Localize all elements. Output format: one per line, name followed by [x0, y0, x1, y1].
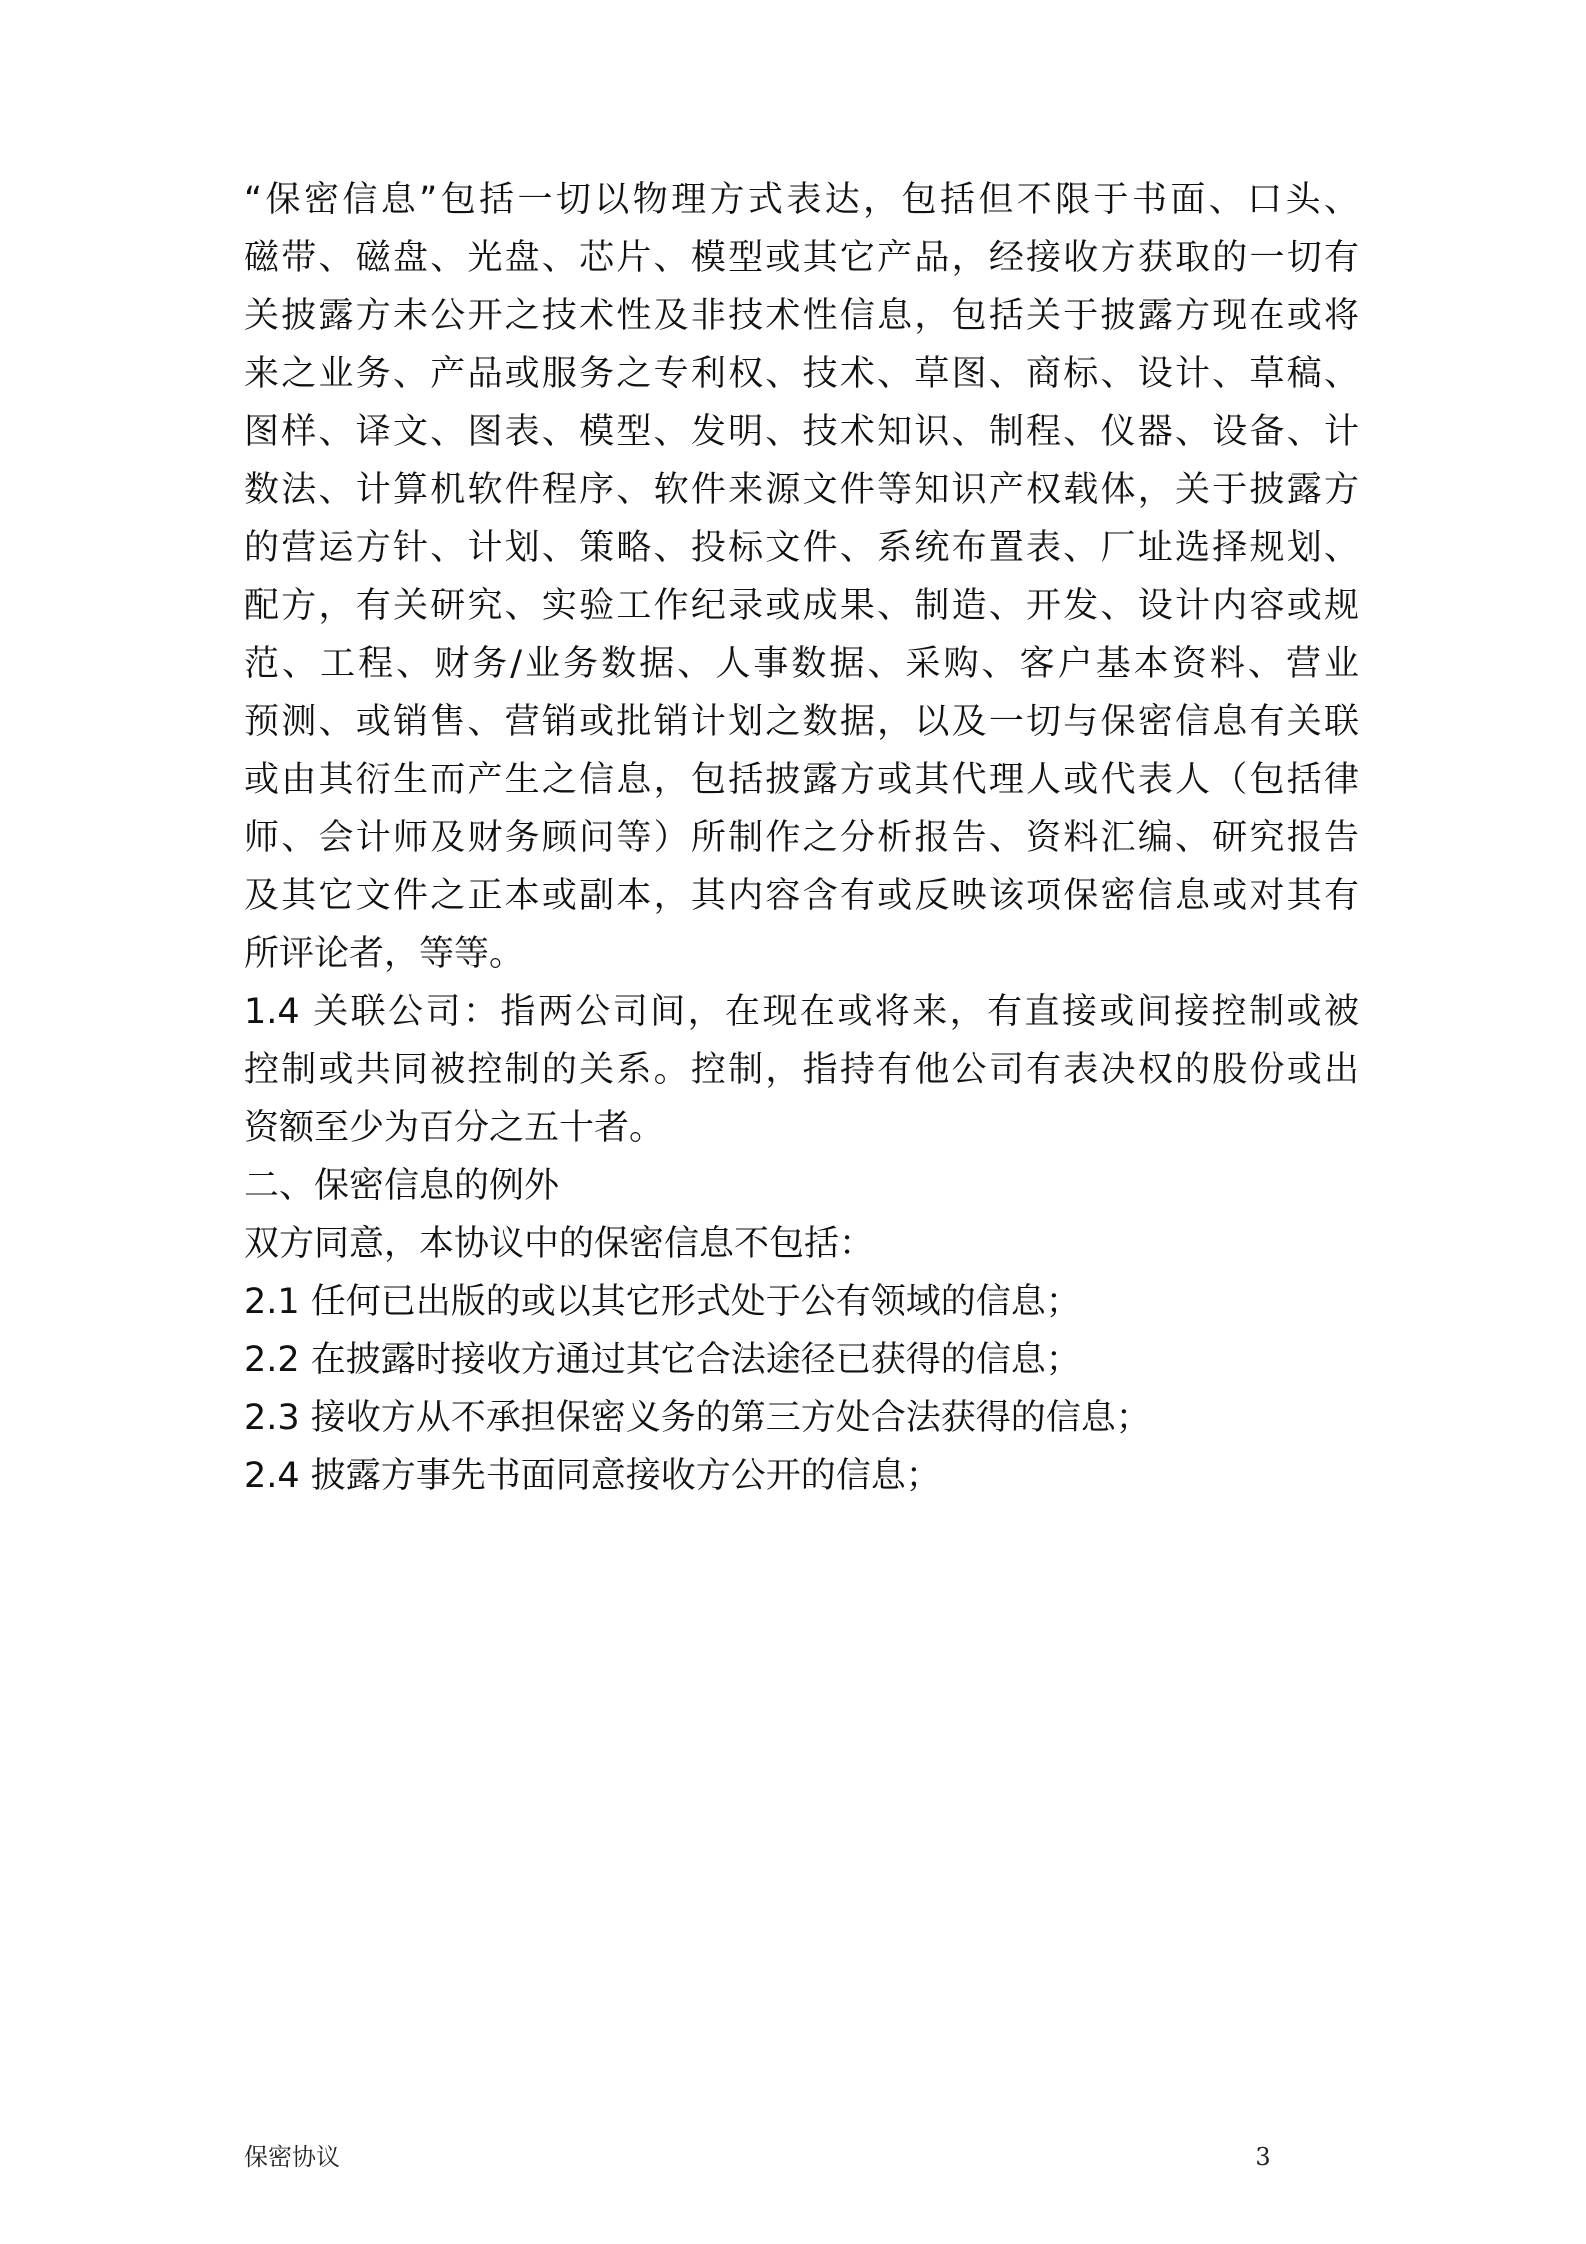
text-line: 师、会计师及财务顾问等）所制作之分析报告、资料汇编、研究报告	[244, 818, 1359, 858]
text-line: 控制或共同被控制的关系。控制，指持有他公司有表决权的股份或出	[244, 1050, 1359, 1090]
text-line: 数法、计算机软件程序、软件来源文件等知识产权载体，关于披露方	[244, 470, 1359, 510]
text-line: 及其它文件之正本或副本，其内容含有或反映该项保密信息或对其有	[244, 876, 1359, 916]
text-line: 2.4 披露方事先书面同意接收方公开的信息；	[244, 1456, 941, 1496]
text-line: “保密信息”包括一切以物理方式表达，包括但不限于书面、口头、	[244, 180, 1359, 220]
text-line: 图样、译文、图表、模型、发明、技术知识、制程、仪器、设备、计	[244, 412, 1359, 452]
text-line: 2.3 接收方从不承担保密义务的第三方处合法获得的信息；	[244, 1398, 1151, 1438]
text-line: 2.2 在披露时接收方通过其它合法途径已获得的信息；	[244, 1340, 1081, 1380]
text-line: 的营运方针、计划、策略、投标文件、系统布置表、厂址选择规划、	[244, 528, 1359, 568]
text-line: 来之业务、产品或服务之专利权、技术、草图、商标、设计、草稿、	[244, 354, 1359, 394]
section-heading: 二、保密信息的例外	[244, 1166, 560, 1206]
text-line: 双方同意，本协议中的保密信息不包括：	[244, 1224, 875, 1264]
text-line: 预测、或销售、营销或批销计划之数据，以及一切与保密信息有关联	[244, 702, 1359, 742]
text-line: 所评论者，等等。	[244, 934, 525, 974]
footer-title: 保密协议	[244, 2143, 340, 2171]
text-line: 磁带、磁盘、光盘、芯片、模型或其它产品，经接收方获取的一切有	[244, 238, 1359, 278]
text-line: 配方，有关研究、实验工作纪录或成果、制造、开发、设计内容或规	[244, 586, 1359, 626]
text-line: 或由其衍生而产生之信息，包括披露方或其代理人或代表人（包括律	[244, 760, 1359, 800]
text-line: 2.1 任何已出版的或以其它形式处于公有领域的信息；	[244, 1282, 1081, 1322]
text-line: 资额至少为百分之五十者。	[244, 1108, 665, 1148]
page-number: 3	[1255, 2143, 1271, 2171]
text-line: 关披露方未公开之技术性及非技术性信息，包括关于披露方现在或将	[244, 296, 1359, 336]
text-line: 1.4 关联公司：指两公司间，在现在或将来，有直接或间接控制或被	[244, 992, 1359, 1032]
text-line: 范、工程、财务/业务数据、人事数据、采购、客户基本资料、营业	[244, 644, 1359, 684]
